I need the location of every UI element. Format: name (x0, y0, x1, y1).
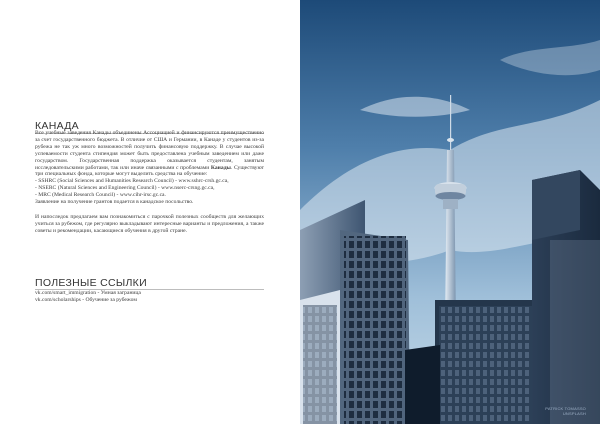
photo-credit: PATRICK TOMASSO UNSPLASH (545, 406, 586, 416)
city-skyline-image (300, 0, 600, 424)
section-heading-canada: КАНАДА (35, 120, 79, 132)
link-community-1[interactable]: vk.com/smart_immigration - Умная заграница (35, 290, 141, 296)
canada-paragraph: Все учебные заведения Канады объединены Ассоциацией и финансируются преимущественно за счет государственного бюджета. В отличие от США и Германии, в Канаде у студентов из-за рубежа не так уж много возможностей получить финансовую поддержку. В случае высокой успеваемости студента стипендия может быть предоставлена учебным заведением или даже государством. Государственная поддержка оказывается студентам, занятым исследовательскими работами, так или иначе связанными с проблемами Канады. Существуют три специальных фонда, которые могут выделить средства на обучение: (35, 130, 264, 178)
right-building (532, 170, 600, 424)
midrise-building (435, 300, 540, 424)
center-building (340, 230, 410, 424)
section-heading-links: ПОЛЕЗНЫЕ ССЫЛКИ (35, 277, 147, 289)
fund-item: - MRC (Medical Research Council) - www.cihr-irsc.gc.ca. (35, 192, 166, 199)
closing-line: Заявление на получение грантов подается в канадское посольство. (35, 199, 194, 206)
link-community-2[interactable]: vk.com/scholarships - Обучение за рубежом (35, 297, 137, 303)
foreground-building (405, 345, 440, 424)
fund-item: - NSERC (Natural Sciences and Engineering Council) - www.nserc-crsng.gc.ca, (35, 185, 215, 192)
communities-paragraph: И напоследок предлагаем вам познакомиться с парочкой полезных сообществ для желающих учиться за рубежом, где регулярно выкладывают интересные варианты и предложения, а также советы и рекомендации, касающиеся обучения в другой стране. (35, 213, 264, 234)
links-list (35, 290, 264, 304)
canada-body-text (35, 130, 264, 235)
cn-tower-photo (300, 0, 600, 424)
fund-item: - SSHRC (Social Sciences and Humanities Research Council) - www.sshrc-crsh.gc.ca, (35, 178, 229, 185)
